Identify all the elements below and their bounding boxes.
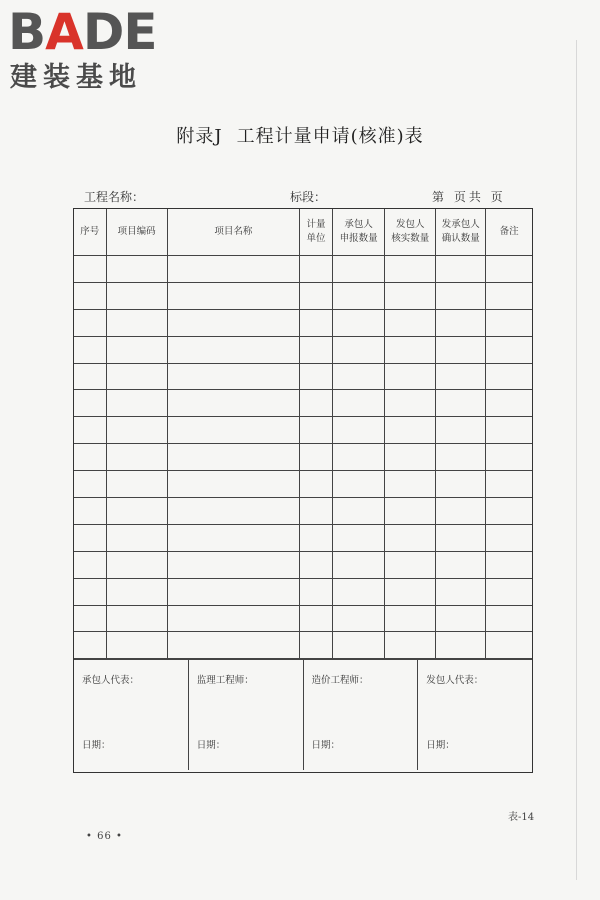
table-cell[interactable] (106, 363, 167, 390)
table-cell[interactable] (74, 632, 106, 659)
table-cell[interactable] (167, 578, 299, 605)
project-name-label: 工程名称： (84, 190, 145, 204)
form-title: 工程计量申请(核准)表 (236, 126, 424, 147)
table-cell[interactable] (106, 336, 167, 363)
table-cell[interactable] (299, 390, 332, 417)
table-cell[interactable] (167, 363, 299, 390)
table-cell[interactable] (385, 498, 436, 525)
table-cell[interactable] (167, 498, 299, 525)
table-cell[interactable] (333, 444, 385, 471)
table-cell[interactable] (299, 498, 332, 525)
table-row (74, 309, 532, 336)
table-cell[interactable] (74, 417, 106, 444)
table-cell[interactable] (333, 363, 385, 390)
table-cell[interactable] (385, 524, 436, 551)
table-cell[interactable] (299, 336, 332, 363)
table-cell[interactable] (74, 309, 106, 336)
col-header-confirmed-qty: 发承包人 确认数量 (436, 209, 486, 256)
table-cell[interactable] (436, 632, 486, 659)
table-cell[interactable] (385, 551, 436, 578)
logo-wordmark: BADE (8, 3, 157, 61)
table-cell[interactable] (436, 417, 486, 444)
signature-cell-contractor[interactable]: 承包人代表： 日期： (82, 675, 140, 752)
table-cell[interactable] (299, 578, 332, 605)
section-label: 标段： (290, 190, 327, 204)
table-cell[interactable] (74, 444, 106, 471)
signature-cell-employer[interactable]: 发包人代表： 日期： (417, 660, 532, 770)
table-cell[interactable] (74, 336, 106, 363)
table-cell[interactable] (436, 309, 486, 336)
table-cell[interactable] (167, 471, 299, 498)
table-cell[interactable] (333, 390, 385, 417)
table-cell[interactable] (486, 605, 532, 632)
table-cell[interactable] (106, 498, 167, 525)
table-cell[interactable] (167, 444, 299, 471)
table-cell[interactable] (333, 551, 385, 578)
table-cell[interactable] (106, 578, 167, 605)
table-cell[interactable] (299, 605, 332, 632)
table-cell[interactable] (74, 524, 106, 551)
table-row (74, 282, 532, 309)
table-cell[interactable] (167, 309, 299, 336)
table-cell[interactable] (436, 498, 486, 525)
table-row (74, 578, 532, 605)
table-cell[interactable] (299, 417, 332, 444)
table-cell[interactable] (385, 256, 436, 283)
table-cell[interactable] (74, 471, 106, 498)
table-cell[interactable] (385, 309, 436, 336)
table-cell[interactable] (436, 578, 486, 605)
table-cell[interactable] (74, 390, 106, 417)
table-cell[interactable] (436, 524, 486, 551)
table-cell[interactable] (74, 363, 106, 390)
table-cell[interactable] (106, 471, 167, 498)
table-cell[interactable] (486, 551, 532, 578)
table-cell[interactable] (106, 524, 167, 551)
table-cell[interactable] (333, 498, 385, 525)
table-cell[interactable] (333, 471, 385, 498)
table-cell[interactable] (436, 605, 486, 632)
page-number: • 66 • (86, 831, 123, 842)
table-row (74, 256, 532, 283)
table-row (74, 605, 532, 632)
table-cell[interactable] (299, 551, 332, 578)
appendix-label: 附录J (176, 126, 223, 147)
table-cell[interactable] (385, 605, 436, 632)
table-cell[interactable] (385, 390, 436, 417)
table-cell[interactable] (436, 444, 486, 471)
table-cell[interactable] (385, 336, 436, 363)
table-cell[interactable] (385, 471, 436, 498)
bade-logo (8, 3, 178, 96)
table-row (74, 524, 532, 551)
table-cell[interactable] (74, 282, 106, 309)
table-row (74, 390, 532, 417)
table-cell[interactable] (486, 336, 532, 363)
logo-subtitle: 建装基地 (10, 62, 142, 93)
table-cell[interactable] (486, 390, 532, 417)
table-cell[interactable] (385, 282, 436, 309)
table-cell[interactable] (436, 363, 486, 390)
table-cell[interactable] (333, 336, 385, 363)
table-cell[interactable] (106, 282, 167, 309)
table-cell[interactable] (333, 256, 385, 283)
table-cell[interactable] (385, 417, 436, 444)
table-cell[interactable] (167, 605, 299, 632)
col-header-seq: 序号 (74, 209, 106, 256)
table-header-row (74, 209, 532, 256)
table-cell[interactable] (299, 444, 332, 471)
table-cell[interactable] (333, 524, 385, 551)
table-cell[interactable] (333, 309, 385, 336)
page-count-label: 第 页共 页 (432, 190, 506, 204)
table-cell[interactable] (167, 632, 299, 659)
table-row (74, 498, 532, 525)
table-cell[interactable] (299, 309, 332, 336)
table-cell[interactable] (106, 632, 167, 659)
table-cell[interactable] (299, 471, 332, 498)
table-cell[interactable] (106, 256, 167, 283)
table-cell[interactable] (486, 309, 532, 336)
table-cell[interactable] (299, 632, 332, 659)
table-row (74, 444, 532, 471)
page-title (0, 122, 600, 148)
table-cell[interactable] (299, 524, 332, 551)
table-cell[interactable] (106, 444, 167, 471)
table-row (74, 471, 532, 498)
table-cell[interactable] (385, 363, 436, 390)
table-cell[interactable] (299, 282, 332, 309)
table-cell[interactable] (333, 417, 385, 444)
table-cell[interactable] (106, 417, 167, 444)
signature-cell-supervisor[interactable]: 监理工程师： 日期： (188, 660, 303, 770)
table-cell[interactable] (436, 551, 486, 578)
table-cell[interactable] (167, 256, 299, 283)
table-cell[interactable] (486, 363, 532, 390)
table-cell[interactable] (74, 256, 106, 283)
table-cell[interactable] (299, 363, 332, 390)
table-cell[interactable] (74, 498, 106, 525)
table-cell[interactable] (299, 256, 332, 283)
table-cell[interactable] (74, 605, 106, 632)
table-cell[interactable] (167, 336, 299, 363)
table-cell[interactable] (486, 632, 532, 659)
table-cell[interactable] (436, 256, 486, 283)
table-cell[interactable] (486, 282, 532, 309)
table-cell[interactable] (486, 417, 532, 444)
col-header-employer-qty: 发包人 核实数量 (385, 209, 436, 256)
signature-section (74, 659, 532, 770)
table-cell[interactable] (436, 282, 486, 309)
table-cell[interactable] (74, 578, 106, 605)
table-cell[interactable] (167, 551, 299, 578)
col-header-remarks: 备注 (486, 209, 532, 256)
table-cell[interactable] (333, 632, 385, 659)
table-cell[interactable] (167, 417, 299, 444)
table-cell[interactable] (167, 390, 299, 417)
table-row (74, 417, 532, 444)
table-row (74, 336, 532, 363)
signature-cell-cost-engineer[interactable]: 造价工程师： 日期： (303, 660, 418, 770)
table-cell[interactable] (106, 551, 167, 578)
table-cell[interactable] (167, 524, 299, 551)
table-cell[interactable] (333, 605, 385, 632)
col-header-contractor-qty: 承包人 申报数量 (333, 209, 385, 256)
table-cell[interactable] (106, 605, 167, 632)
col-header-item-code: 项目编码 (106, 209, 167, 256)
table-row (74, 632, 532, 659)
table-cell[interactable] (436, 471, 486, 498)
col-header-unit: 计量 单位 (299, 209, 332, 256)
table-cell[interactable] (436, 390, 486, 417)
table-cell[interactable] (167, 282, 299, 309)
measurement-table (73, 208, 533, 773)
table-row (74, 363, 532, 390)
table-cell[interactable] (486, 498, 532, 525)
table-cell[interactable] (385, 578, 436, 605)
table-cell[interactable] (333, 282, 385, 309)
table-row (74, 551, 532, 578)
measurement-grid (74, 209, 532, 659)
table-cell[interactable] (333, 578, 385, 605)
table-cell[interactable] (106, 390, 167, 417)
form-number: 表-14 (508, 812, 535, 823)
table-cell[interactable] (74, 551, 106, 578)
table-cell[interactable] (486, 578, 532, 605)
table-cell[interactable] (486, 256, 532, 283)
table-cell[interactable] (436, 336, 486, 363)
table-cell[interactable] (385, 632, 436, 659)
table-cell[interactable] (106, 309, 167, 336)
col-header-item-name: 项目名称 (167, 209, 299, 256)
table-cell[interactable] (486, 444, 532, 471)
page-edge-line (576, 40, 577, 880)
table-cell[interactable] (486, 524, 532, 551)
table-cell[interactable] (486, 471, 532, 498)
table-cell[interactable] (385, 444, 436, 471)
